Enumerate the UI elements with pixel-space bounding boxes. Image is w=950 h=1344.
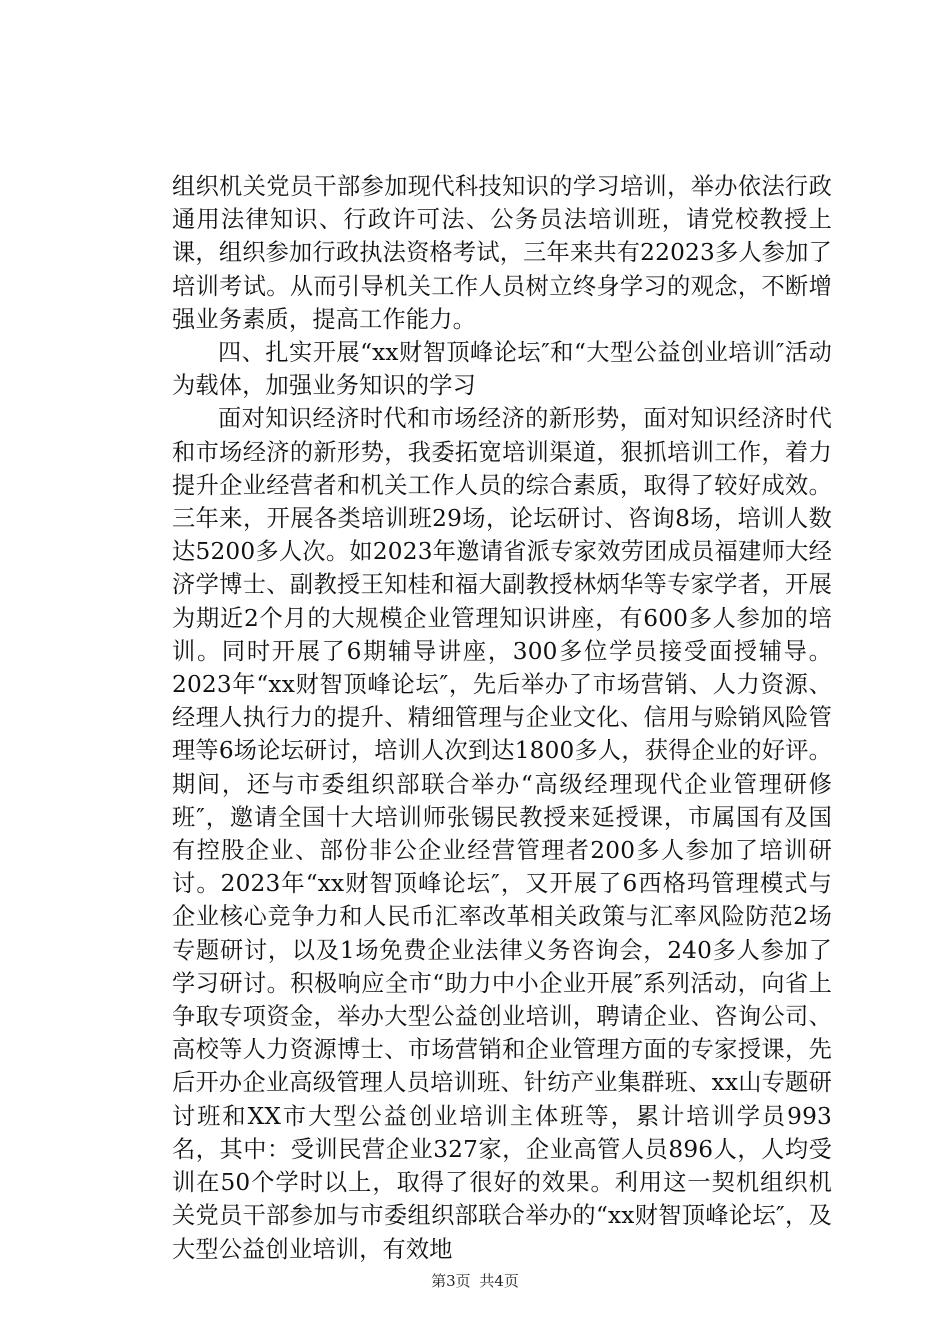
paragraph-1: 组织机关党员干部参加现代科技知识的学习培训，举办依法行政通用法律知识、行政许可法、公务员法培训班，请党校教授上课，组织参加行政执法资格考试，三年来共有22023多人参加了培训考试。从而引导机关工作人员树立终身学习的观念，不断增强业务素质，提高工作能力。 [172, 173, 832, 333]
page-footer [0, 1271, 950, 1291]
page-number: 第3页 [431, 1272, 471, 1290]
page-total: 共4页 [479, 1272, 519, 1290]
section-heading-4: 四、扎实开展“xx财智顶峰论坛″和“大型公益创业培训″活动为载体，加强业务知识的学习 [172, 339, 832, 400]
document-body [172, 170, 832, 1266]
paragraph-3: 面对知识经济时代和市场经济的新形势，面对知识经济时代和市场经济的新形势，我委拓宽培训渠道，狠抓培训工作，着力提升企业经营者和机关工作人员的综合素质，取得了较好成效。三年来，开展各类培训班29场，论坛研讨、咨询8场，培训人数达5200多人次。如2023年邀请省派专家效劳团成员福建师大经济学博士、副教授王知桂和福大副教授林炳华等专家学者，开展为期近2个月的大规模企业管理知识讲座，有600多人参加的培训。同时开展了6期辅导讲座，300多位学员接受面授辅导。2023年“xx财智顶峰论坛″，先后举办了市场营销、人力资源、经理人执行力的提升、精细管理与企业文化、信用与赊销风险管理等6场论坛研讨，培训人次到达1800多人，获得企业的好评。期间，还与市委组织部联合举办“高级经理现代企业管理研修班″，邀请全国十大培训师张锡民教授来延授课，市属国有及国有控股企业、部份非公企业经营管理者200多人参加了培训研讨。2023年“xx财智顶峰论坛″，又开展了6西格玛管理模式与企业核心竞争力和人民币汇率改革相关政策与汇率风险防范2场专题研讨，以及1场免费企业法律义务咨询会，240多人参加了学习研讨。积极响应全市“助力中小企业开展″系列活动，向省上争取专项资金，举办大型公益创业培训，聘请企业、咨询公司、高校等人力资源博士、市场营销和企业管理方面的专家授课，先后开办企业高级管理人员培训班、针纺产业集群班、xx山专题研讨班和XX市大型公益创业培训主体班等，累计培训学员993名，其中：受训民营企业327家，企业高管人员896人，人均受训在50个学时以上，取得了很好的效果。利用这一契机组织机关党员干部参加与市委组织部联合举办的“xx财智顶峰论坛″，及大型公益创业培训，有效地 [172, 405, 833, 1263]
